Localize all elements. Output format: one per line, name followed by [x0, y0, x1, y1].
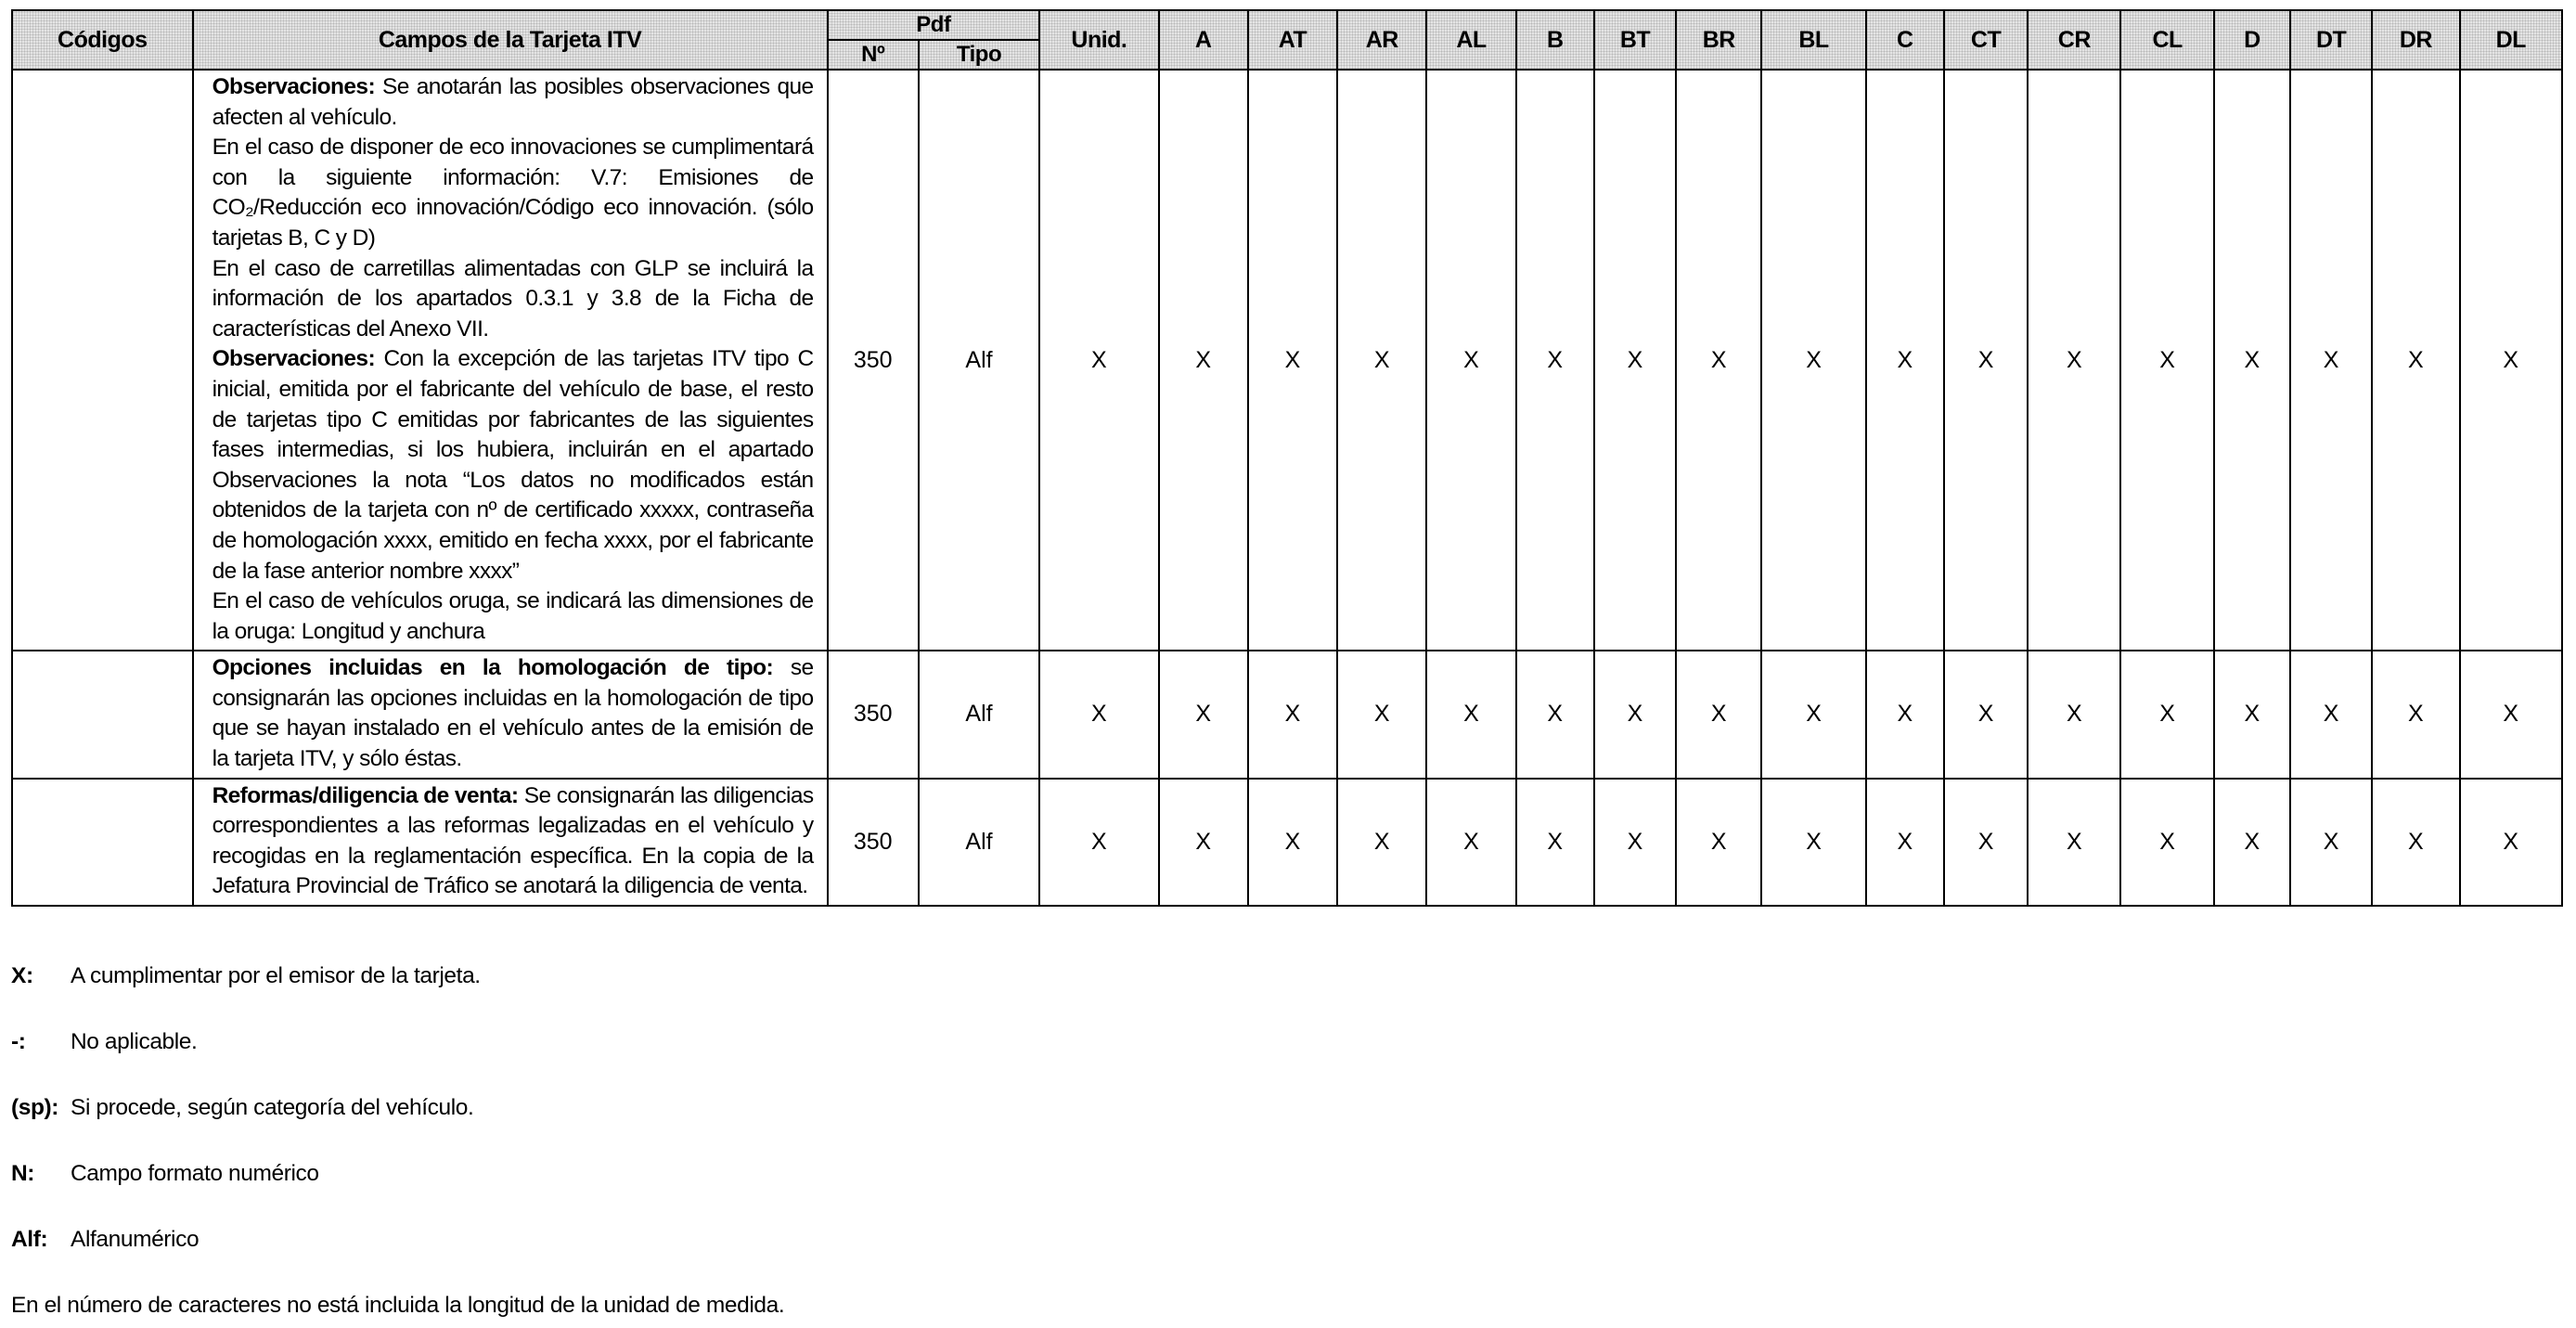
cell-category-mark: X: [2372, 651, 2459, 778]
cell-category-mark: X: [2460, 651, 2563, 778]
cell-category-mark: X: [2028, 70, 2120, 651]
cell-category-mark: X: [1337, 70, 1426, 651]
cell-category-mark: X: [1426, 779, 1515, 906]
header-campos: Campos de la Tarjeta ITV: [193, 10, 828, 70]
header-cat-dt: DT: [2290, 10, 2372, 70]
cell-category-mark: X: [1159, 70, 1248, 651]
header-row: [12, 10, 2562, 40]
header-cat-cr: CR: [2028, 10, 2120, 70]
campo-text: Se consignarán las diligencias correspondientes a las reformas legalizadas en el vehículo y recogidas en la reglamentación específica. En la copia de la Jefatura Provincial de Tráfico se anotará la diligencia de venta.: [212, 782, 814, 899]
cell-category-mark: X: [2290, 779, 2372, 906]
cell-category-mark: X: [1676, 70, 1761, 651]
header-cat-a: A: [1159, 10, 1248, 70]
campo-text: se consignarán las opciones incluidas en la homologación de tipo que se hayan instalado en el vehículo antes de la emisión de la tarjeta ITV, y sólo éstas.: [212, 655, 814, 772]
header-cat-bt: BT: [1594, 10, 1676, 70]
campo-paragraph: [213, 344, 814, 587]
cell-category-mark: X: [2372, 779, 2459, 906]
cell-category-mark: X: [1944, 70, 2028, 651]
cell-category-mark: X: [2028, 651, 2120, 778]
legend-text: A cumplimentar por el emisor de la tarjeta.: [71, 963, 481, 988]
header-cat-at: AT: [1248, 10, 1337, 70]
header-cat-dr: DR: [2372, 10, 2459, 70]
cell-codigo: [12, 70, 193, 651]
cell-category-mark: X: [1761, 779, 1865, 906]
table-body: [12, 70, 2562, 906]
header-cat-d: D: [2214, 10, 2290, 70]
cell-category-mark: X: [2290, 70, 2372, 651]
header-cat-b: B: [1516, 10, 1594, 70]
legend-key: X:: [11, 963, 33, 988]
campo-heading: Reformas/diligencia de venta:: [212, 782, 519, 808]
cell-category-mark: X: [1866, 779, 1944, 906]
cell-category-mark: X: [1159, 779, 1248, 906]
header-cat-br: BR: [1676, 10, 1761, 70]
legend-item: [11, 1095, 473, 1121]
header-cat-bl: BL: [1761, 10, 1865, 70]
cell-campo: [193, 651, 828, 778]
campo-text: Se anotarán las posibles observaciones que afecten al vehículo.: [212, 74, 814, 130]
cell-codigo: [12, 779, 193, 906]
header-cat-ar: AR: [1337, 10, 1426, 70]
cell-category-mark: X: [1337, 651, 1426, 778]
table-row: [12, 70, 2562, 651]
itv-fields-table: [11, 9, 2563, 907]
cell-category-mark: X: [1248, 70, 1337, 651]
cell-category-mark: X: [1159, 651, 1248, 778]
cell-pdf-tipo: Alf: [919, 651, 1039, 778]
legend-key: Alf:: [11, 1227, 48, 1252]
cell-category-mark: X: [2120, 651, 2213, 778]
campo-heading: Observaciones:: [212, 346, 375, 372]
cell-category-mark: X: [1944, 651, 2028, 778]
cell-category-mark: X: [1761, 651, 1865, 778]
cell-category-mark: X: [2214, 70, 2290, 651]
campo-paragraph: [213, 781, 814, 902]
cell-category-mark: X: [1676, 651, 1761, 778]
campo-paragraph: [213, 653, 814, 774]
campo-paragraph: [213, 133, 814, 253]
campo-paragraph: [213, 587, 814, 647]
document-page: [11, 9, 2569, 907]
cell-category-mark: X: [1866, 651, 1944, 778]
campo-text: Con la excepción de las tarjetas ITV tipo C inicial, emitida por el fabricante del vehículo de base, el resto de tarjetas tipo C emitidas por fabricantes de las siguientes fases intermedias, si los hubiera, incluirán en el apartado Observaciones la nota “Los datos no modificados están obtenidos de la tarjeta con nº de certificado xxxxx, contraseña de homologación xxxx, emitido en fecha xxxx, por el fabricante de la fase anterior nombre xxxx”: [212, 346, 814, 584]
legend-text: Si procede, según categoría del vehículo.: [71, 1095, 474, 1120]
header-cat-c: C: [1866, 10, 1944, 70]
cell-unid: X: [1039, 779, 1158, 906]
legend-item: [11, 1161, 319, 1187]
cell-category-mark: X: [1248, 651, 1337, 778]
cell-category-mark: X: [1516, 651, 1594, 778]
cell-category-mark: X: [2214, 779, 2290, 906]
campo-text: En el caso de vehículos oruga, se indicará las dimensiones de la oruga: Longitud y anchura: [212, 588, 814, 644]
table-row: [12, 779, 2562, 906]
campo-paragraph: [213, 254, 814, 345]
cell-pdf-n: 350: [828, 651, 919, 778]
legend-text: No aplicable.: [71, 1029, 198, 1054]
cell-pdf-tipo: Alf: [919, 779, 1039, 906]
cell-campo: [193, 70, 828, 651]
cell-category-mark: X: [2460, 70, 2563, 651]
header-cat-ct: CT: [1944, 10, 2028, 70]
header-codigos: Códigos: [12, 10, 193, 70]
cell-category-mark: X: [2460, 779, 2563, 906]
cell-category-mark: X: [2290, 651, 2372, 778]
campo-paragraph: [213, 72, 814, 133]
cell-pdf-tipo: Alf: [919, 70, 1039, 651]
cell-category-mark: X: [2120, 779, 2213, 906]
cell-category-mark: X: [2120, 70, 2213, 651]
legend-item: [11, 1227, 199, 1253]
legend-item: [11, 1029, 197, 1055]
header-cat-dl: DL: [2460, 10, 2563, 70]
cell-category-mark: X: [1594, 651, 1676, 778]
cell-category-mark: X: [2372, 70, 2459, 651]
header-pdf-tipo: Tipo: [919, 40, 1039, 70]
footnote: En el número de caracteres no está incluida la longitud de la unidad de medida.: [11, 1293, 785, 1318]
cell-category-mark: X: [2214, 651, 2290, 778]
cell-category-mark: X: [2028, 779, 2120, 906]
legend-text: Alfanumérico: [71, 1227, 200, 1252]
cell-category-mark: X: [1594, 779, 1676, 906]
cell-category-mark: X: [1944, 779, 2028, 906]
cell-unid: X: [1039, 651, 1158, 778]
cell-campo: [193, 779, 828, 906]
cell-category-mark: X: [1516, 70, 1594, 651]
legend-key: -:: [11, 1029, 26, 1054]
campo-text: En el caso de disponer de eco innovaciones se cumplimentará con la siguiente información: V.7: Emisiones de CO₂/Reducción eco innovación/Código eco innovación. (sólo tarjetas B, C y D): [212, 135, 814, 251]
cell-codigo: [12, 651, 193, 778]
cell-category-mark: X: [1248, 779, 1337, 906]
cell-category-mark: X: [1594, 70, 1676, 651]
header-unid: Unid.: [1039, 10, 1158, 70]
header-cat-cl: CL: [2120, 10, 2213, 70]
cell-pdf-n: 350: [828, 70, 919, 651]
legend-item: [11, 963, 481, 989]
cell-category-mark: X: [1337, 779, 1426, 906]
header-pdf: Pdf: [828, 10, 1040, 40]
cell-category-mark: X: [1426, 651, 1515, 778]
legend-key: (sp):: [11, 1095, 59, 1120]
cell-unid: X: [1039, 70, 1158, 651]
header-cat-al: AL: [1426, 10, 1515, 70]
cell-category-mark: X: [1516, 779, 1594, 906]
cell-category-mark: X: [1426, 70, 1515, 651]
cell-pdf-n: 350: [828, 779, 919, 906]
cell-category-mark: X: [1676, 779, 1761, 906]
cell-category-mark: X: [1866, 70, 1944, 651]
campo-heading: Opciones incluidas en la homologación de tipo:: [212, 655, 774, 681]
header-pdf-n: Nº: [828, 40, 919, 70]
legend-text: Campo formato numérico: [71, 1161, 319, 1186]
campo-heading: Observaciones:: [212, 74, 375, 99]
table-row: [12, 651, 2562, 778]
cell-category-mark: X: [1761, 70, 1865, 651]
legend-key: N:: [11, 1161, 35, 1186]
campo-text: En el caso de carretillas alimentadas con GLP se incluirá la información de los apartados 0.3.1 y 3.8 de la Ficha de características del Anexo VII.: [212, 255, 814, 342]
